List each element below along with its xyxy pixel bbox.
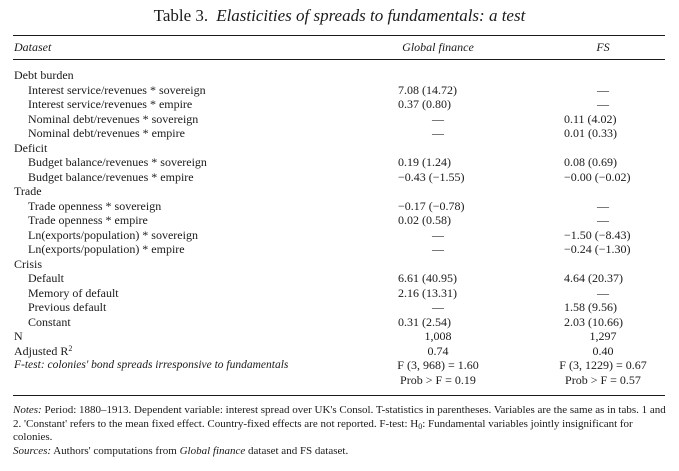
row-label-text: Default — [28, 271, 64, 285]
header-fs: FS — [596, 40, 610, 54]
row-label-text: Deficit — [14, 140, 48, 155]
fs-value: −0.00 (−0.02) — [564, 169, 631, 184]
row-label-text: Constant — [28, 314, 71, 329]
row-label-text: Trade openness * empire — [28, 213, 148, 227]
row-label — [28, 213, 148, 228]
global-finance-value: — — [432, 300, 444, 314]
global-finance-value: — — [432, 111, 444, 126]
table-row — [0, 286, 679, 301]
table-row — [0, 300, 679, 315]
fs-value: −0.24 (−1.30) — [564, 242, 631, 256]
table-caption: Elasticities of spreads to fundamentals: a test — [216, 6, 526, 25]
fs-value: 1,297 — [589, 329, 617, 343]
notes-text-2: : Fundamental variables jointly insignificant for colonies. — [13, 417, 633, 443]
fs-value: −1.50 (−8.43) — [564, 227, 631, 242]
table-row — [0, 97, 679, 112]
header-rule — [13, 59, 665, 60]
row-label — [14, 257, 42, 272]
table-row — [0, 199, 679, 214]
global-finance-value: 0.74 — [427, 343, 449, 358]
table-row — [0, 257, 679, 272]
global-finance-value: — — [432, 126, 444, 140]
row-label — [14, 329, 23, 344]
global-finance-value: — — [432, 227, 444, 242]
top-rule — [13, 35, 665, 36]
row-label — [28, 155, 207, 170]
row-label-text: Ln(exports/population) * sovereign — [28, 227, 198, 242]
sources-text-1: Authors' computations from — [51, 444, 180, 457]
row-label — [28, 286, 119, 301]
fs-value: 2.03 (10.66) — [564, 314, 623, 329]
table-title — [0, 6, 679, 26]
row-label — [28, 170, 194, 185]
table-row — [0, 242, 679, 257]
notes-label: Notes: — [13, 404, 42, 416]
global-finance-value: — — [432, 242, 444, 256]
row-label — [14, 184, 42, 199]
notes-paragraph — [13, 404, 666, 445]
row-label — [14, 358, 288, 373]
header-global-finance: Global finance — [402, 40, 474, 54]
global-finance-value: 1,008 — [424, 329, 452, 343]
table-row — [0, 155, 679, 170]
table-row — [0, 358, 679, 373]
row-label-text: Budget balance/revenues * empire — [28, 169, 194, 184]
row-label — [28, 228, 198, 243]
fs-value: — — [597, 198, 609, 213]
table-row — [0, 141, 679, 156]
table-row — [0, 373, 679, 388]
row-label — [28, 97, 192, 112]
row-label — [28, 112, 198, 127]
row-label-text: Trade — [14, 184, 42, 198]
table-row — [0, 112, 679, 127]
row-label — [28, 300, 106, 315]
fs-value: — — [597, 285, 609, 300]
sources-label: Sources: — [13, 444, 52, 457]
row-label — [14, 68, 74, 83]
fs-value: Prob > F = 0.57 — [565, 372, 641, 387]
fs-value: F (3, 1229) = 0.67 — [559, 358, 647, 372]
fs-value: 0.01 (0.33) — [564, 126, 617, 140]
global-finance-value: F (3, 968) = 1.60 — [397, 358, 479, 372]
row-label — [28, 83, 206, 98]
global-finance-value: 7.08 (14.72) — [398, 82, 457, 97]
row-label-text: Ln(exports/population) * empire — [28, 242, 185, 256]
row-label — [14, 141, 47, 156]
row-label-text: Crisis — [14, 256, 43, 271]
fs-value: 4.64 (20.37) — [564, 271, 623, 285]
row-label-text: Memory of default — [28, 285, 119, 300]
table-row — [0, 228, 679, 243]
table-body — [0, 68, 679, 387]
table-row — [0, 213, 679, 228]
table-notes — [13, 404, 666, 458]
row-label — [14, 344, 72, 359]
notes-subscript: 0 — [418, 421, 423, 431]
fs-value: — — [597, 97, 609, 111]
table-row — [0, 315, 679, 330]
sources-dataset-name: Global finance — [179, 444, 246, 457]
row-label-text: Budget balance/revenues * sovereign — [28, 155, 207, 169]
table-number: Table 3. — [153, 6, 209, 25]
row-label-text: Previous default — [28, 300, 107, 314]
table-row — [0, 271, 679, 286]
row-label-superscript: 2 — [68, 343, 73, 353]
global-finance-value: 0.02 (0.58) — [398, 213, 451, 227]
row-label — [28, 315, 71, 330]
row-label-text: Trade openness * sovereign — [28, 198, 162, 213]
fs-value: — — [597, 213, 609, 227]
row-label — [28, 242, 185, 257]
fs-value: 0.11 (4.02) — [564, 111, 617, 126]
sources-text-2: dataset and FS dataset. — [245, 444, 349, 457]
row-label-text: Nominal debt/revenues * empire — [28, 126, 185, 140]
table-row — [0, 344, 679, 359]
fs-value: — — [597, 82, 609, 97]
global-finance-value: 0.31 (2.54) — [398, 314, 451, 329]
fs-value: 0.08 (0.69) — [564, 155, 617, 169]
row-label-text: Interest service/revenues * empire — [28, 97, 193, 111]
row-label — [28, 199, 161, 214]
row-label-text: Debt burden — [14, 68, 74, 82]
global-finance-value: Prob > F = 0.19 — [400, 372, 476, 387]
row-label-text: Adjusted R — [14, 343, 69, 358]
table-row — [0, 83, 679, 98]
row-label — [28, 271, 64, 286]
row-label-text: Nominal debt/revenues * sovereign — [28, 111, 199, 126]
global-finance-value: −0.43 (−1.55) — [398, 169, 465, 184]
global-finance-value: 0.19 (1.24) — [398, 155, 451, 169]
row-label-text: N — [14, 329, 23, 343]
row-label — [28, 126, 185, 141]
row-label-text: F-test: colonies' bond spreads irresponsive to fundamentals — [14, 359, 289, 371]
bottom-rule — [13, 395, 665, 396]
fs-value: 1.58 (9.56) — [564, 300, 617, 314]
table-row — [0, 184, 679, 199]
global-finance-value: 2.16 (13.31) — [398, 285, 457, 300]
table-row — [0, 126, 679, 141]
row-label-text: Interest service/revenues * sovereign — [28, 82, 206, 97]
global-finance-value: 0.37 (0.80) — [398, 97, 451, 111]
notes-text-1: Period: 1880–1913. Dependent variable: interest spread over UK's Consol. T-statistics in parentheses. Variables are the same as in tabs. 1 and 2. 'Constant' refers to the mean fixed effect. Country-fixed effects are not reported. F-test: H — [13, 404, 666, 430]
fs-value: 0.40 — [592, 343, 614, 358]
global-finance-value: 6.61 (40.95) — [398, 271, 457, 285]
table-row — [0, 329, 679, 344]
table-row — [0, 68, 679, 83]
header-dataset: Dataset — [14, 40, 52, 54]
table-row — [0, 170, 679, 185]
global-finance-value: −0.17 (−0.78) — [398, 198, 465, 213]
sources-paragraph — [13, 445, 666, 459]
